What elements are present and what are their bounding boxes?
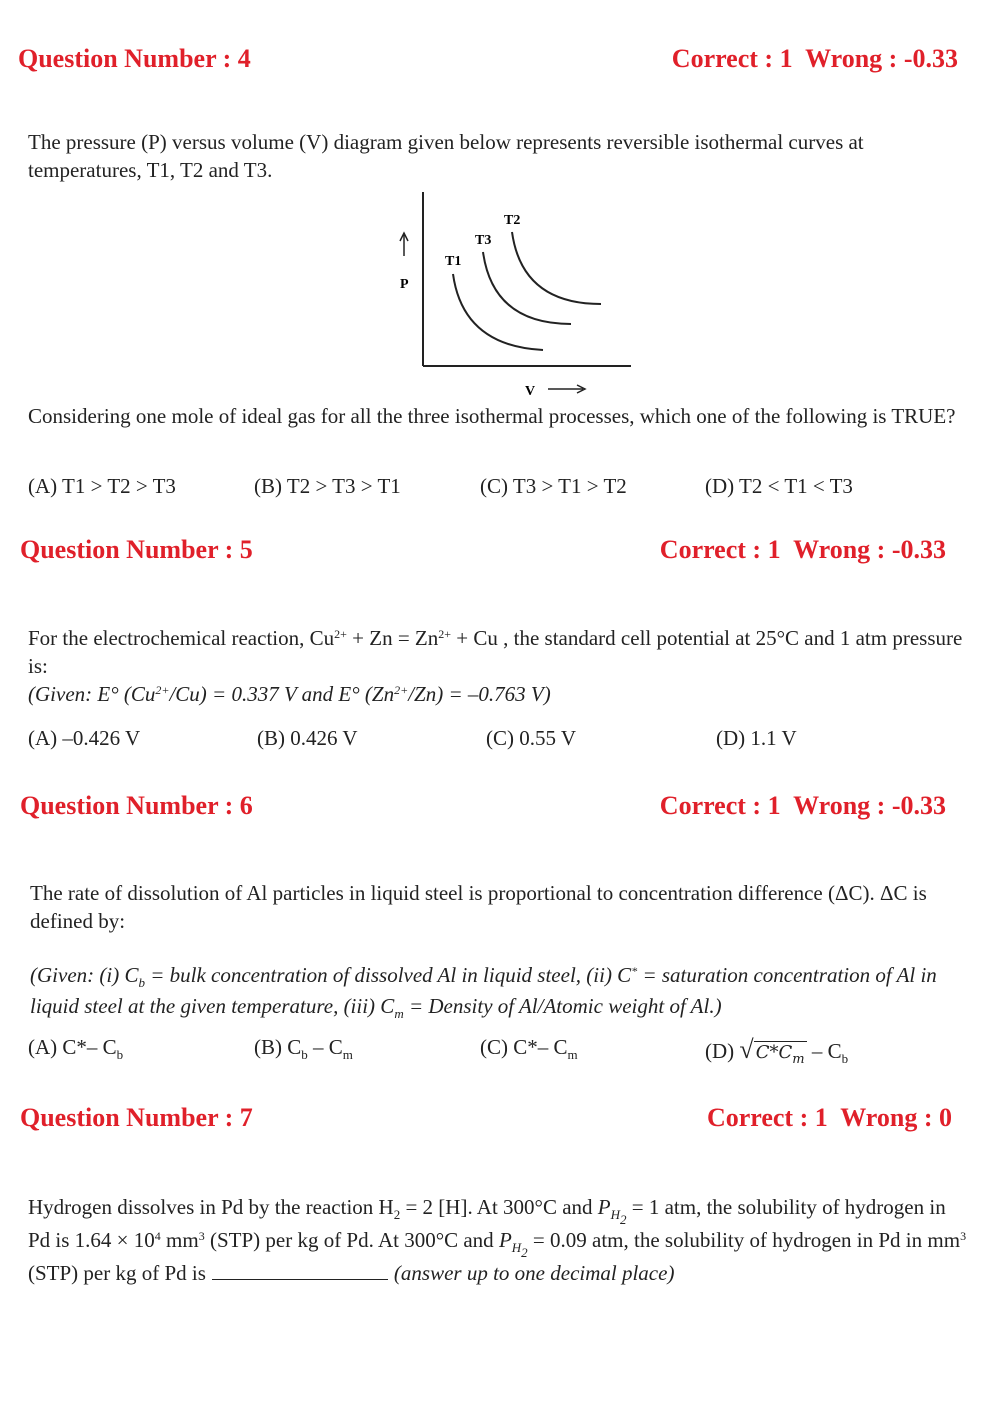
option-d[interactable]: (D) √ $C*C_m - C_b$ (705, 1035, 849, 1067)
option-b[interactable]: (B) 0.426 V (257, 726, 358, 750)
label-t1: T1 (445, 254, 462, 269)
question-number: Question Number : 4 (18, 44, 251, 73)
marking-scheme: Correct : 1 Wrong : -0.33 (671, 44, 958, 73)
option-d[interactable]: (D) 1.1 V (716, 726, 797, 750)
answer-blank[interactable] (212, 1259, 388, 1280)
marking-scheme: Correct : 1 Wrong : -0.33 (659, 791, 946, 820)
option-c[interactable]: (C) C*– $C_m$ (480, 1035, 578, 1062)
v-axis-label: V (525, 384, 536, 399)
option-c[interactable]: (C) T3 > T1 > T2 (480, 474, 627, 498)
question-5-stem: For the electrochemical reaction, $Cu^{2+} + Zn = Zn^{2+} + Cu$ , the standard cell potential at 25°C and 1 atm pressure is: (28, 626, 963, 678)
question-6-given: (Given: (i) $C_b$ = bulk concentration of dissolved Al in liquid steel, (ii) C* = saturation concentration of Al in liquid steel at the given temperature, (iii) $C_m$ = Density of Al/Atomic weight of Al.) (30, 963, 937, 1021)
marking-scheme: Correct : 1 Wrong : 0 (706, 1103, 952, 1132)
question-6-header (20, 791, 946, 825)
question-number: Question Number : 7 (20, 1103, 253, 1132)
question-4-stem: The pressure (P) versus volume (V) diagram given below represents reversible isothermal curves at temperatures, T1, T2 and T3. (28, 130, 864, 182)
radicand: $C*C_m$ (755, 1042, 805, 1067)
question-7-header (20, 1103, 952, 1137)
option-d[interactable]: (D) T2 < T1 < T3 (705, 474, 853, 498)
question-number: Question Number : 6 (20, 791, 253, 820)
option-a[interactable]: (A) T1 > T2 > T3 (28, 474, 176, 498)
marking-scheme: Correct : 1 Wrong : -0.33 (659, 535, 946, 564)
question-7-stem: Hydrogen dissolves in Pd by the reaction $H_2 = 2$ [H]. At 300°C and $P_{H_2} = 1$ atm, the solubility of hydrogen in Pd is $1.64 \times 10^4$ $mm^3$ (STP) per kg of Pd. At 300°C and $P_{H_2} = 0.09$ atm, the solubility of hydrogen in Pd in $mm^3$ (STP) per kg of Pd is (answer up to one decimal place) (28, 1195, 967, 1285)
p-axis-label: P (400, 277, 409, 292)
option-b[interactable]: (B) $C_b - C_m$ (254, 1035, 353, 1062)
isotherm-t1 (453, 274, 543, 350)
sqrt-icon: √ (739, 1035, 754, 1064)
partial-pressure-symbol: $P_{H_2}$ (597, 1195, 627, 1227)
isotherm-t3 (483, 252, 571, 324)
label-t3: T3 (475, 233, 492, 248)
question-number: Question Number : 5 (20, 535, 253, 564)
question-5-given: (Given: E° $(Cu^{2+}/Cu) = 0.337$ V and E° $(Zn^{2+}/Zn) = -0.763$ V) (28, 682, 551, 706)
question-5-header (20, 535, 946, 569)
question-4-header (18, 44, 958, 78)
isotherm-t2 (512, 232, 601, 304)
question-6-stem: The rate of dissolution of Al particles in liquid steel is proportional to concentration difference (ΔC). ΔC is defined by: (30, 881, 927, 933)
option-b[interactable]: (B) T2 > T3 > T1 (254, 474, 401, 498)
question-4-prompt: Considering one mole of ideal gas for all the three isothermal processes, which one of the following is TRUE? (28, 404, 956, 428)
pv-diagram (385, 188, 645, 400)
option-a[interactable]: (A) C*– $C_b$ (28, 1035, 124, 1062)
option-a[interactable]: (A) –0.426 V (28, 726, 141, 750)
option-c[interactable]: (C) 0.55 V (486, 726, 577, 750)
partial-pressure-symbol: $P_{H_2}$ (498, 1228, 528, 1260)
label-t2: T2 (504, 213, 521, 228)
